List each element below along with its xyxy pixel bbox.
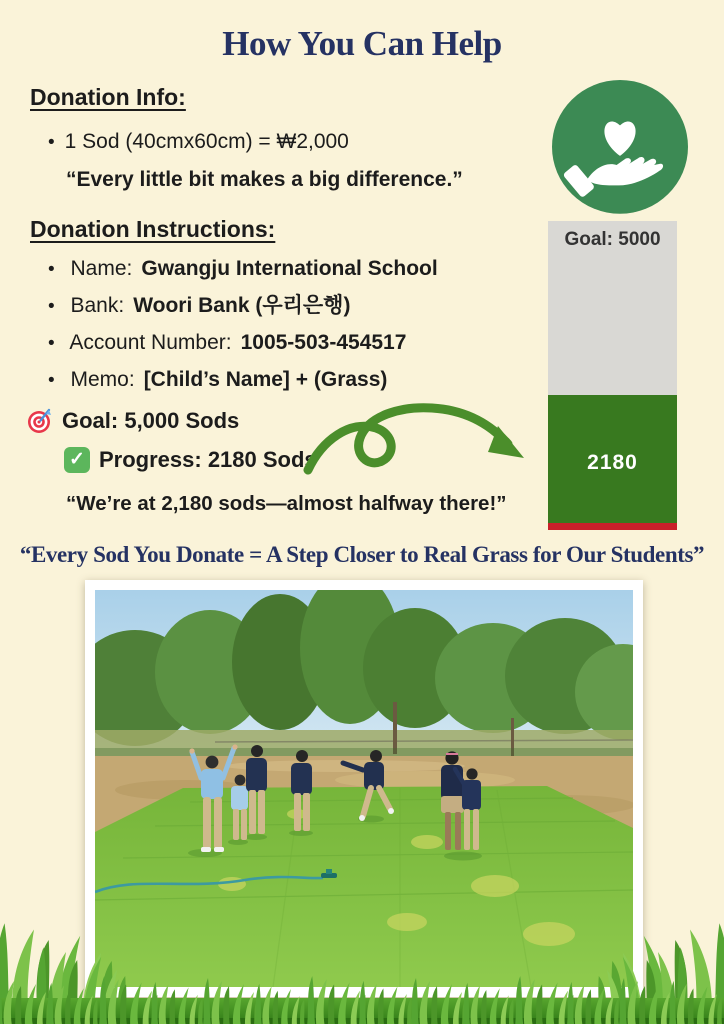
instruction-item-name: [48, 257, 438, 282]
memo-value: [Child’s Name] + (Grass): [143, 368, 388, 391]
memo-label: Memo:: [70, 368, 135, 391]
instruction-item-account: [48, 331, 406, 356]
progress-text: Progress: 2180 Sods: [99, 447, 317, 472]
name-value: Gwangju International School: [141, 257, 438, 280]
bank-label: Bank:: [70, 294, 125, 317]
goal-line: [27, 408, 239, 434]
info-quote: “Every little bit makes a big difference.”: [66, 168, 463, 191]
goal-text: Goal: 5,000 Sods: [62, 408, 240, 433]
thermometer-goal-label: Goal: 5000: [564, 229, 661, 250]
bank-value: Woori Bank (우리은행): [133, 294, 351, 317]
account-label: Account Number:: [69, 331, 232, 354]
target-icon: [27, 408, 53, 434]
instruction-item-bank: [48, 294, 350, 319]
donation-info-heading: Donation Info:: [30, 84, 186, 110]
hand-heart-icon: [552, 80, 688, 214]
donation-instructions-heading: Donation Instructions:: [30, 216, 276, 242]
progress-baseline: [548, 523, 677, 530]
sod-price-text: 1 Sod (40cmx60cm) = ₩2,000: [64, 130, 349, 153]
footer-quote: “Every Sod You Donate = A Step Closer to Real Grass for Our Students”: [19, 542, 705, 567]
progress-fill: [548, 395, 677, 530]
account-value: 1005-503-454517: [240, 331, 407, 354]
sod-price-item: [48, 130, 349, 155]
progress-line: [64, 447, 317, 473]
instruction-item-memo: [48, 368, 387, 393]
grass-border-icon: [0, 912, 724, 1024]
progress-quote: “We’re at 2,180 sods—almost halfway there!”: [66, 492, 507, 515]
name-label: Name:: [70, 257, 133, 280]
progress-thermometer: [548, 221, 677, 530]
check-icon: ✓: [64, 447, 90, 473]
progress-value-label: 2180: [587, 450, 638, 474]
curly-arrow-icon: [302, 396, 542, 498]
page-title: How You Can Help: [222, 24, 502, 63]
